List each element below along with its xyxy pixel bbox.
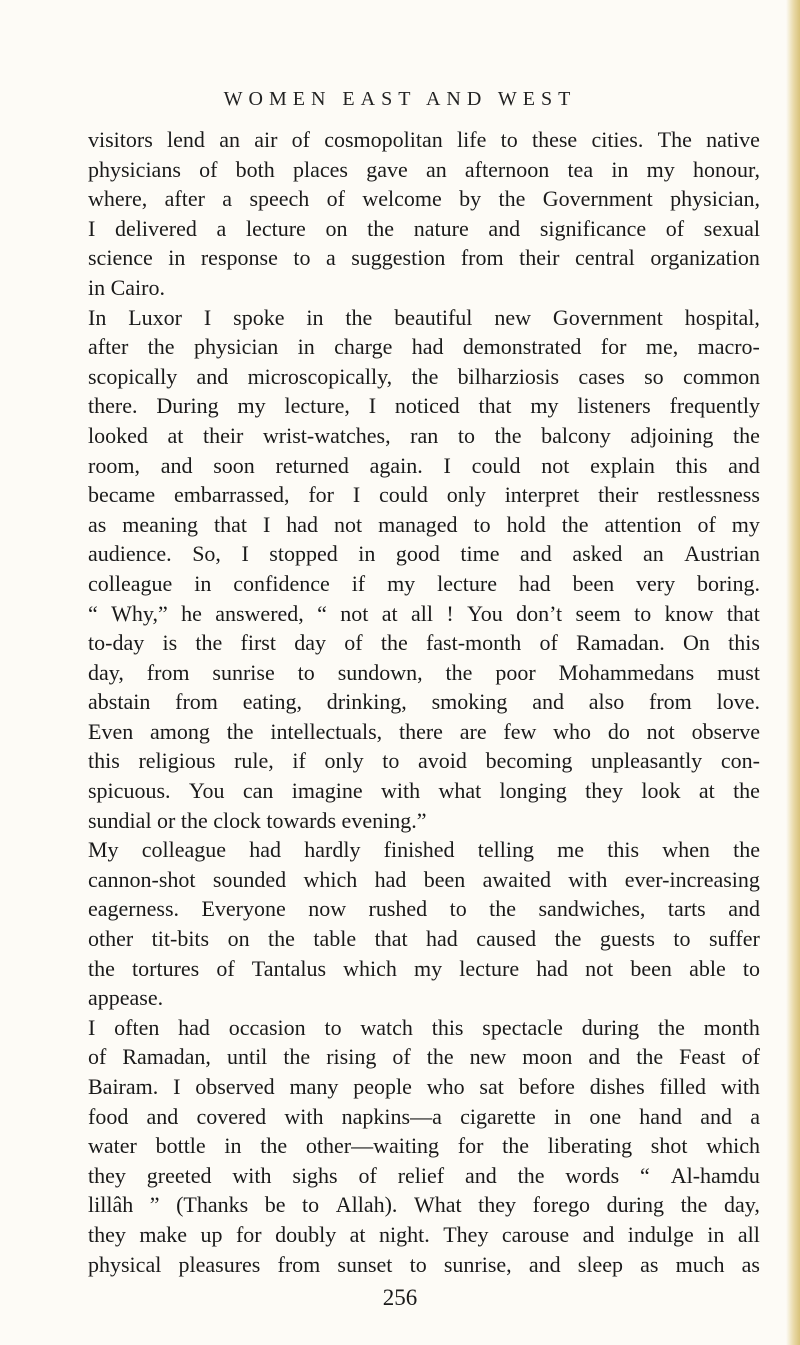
text-line: where, after a speech of welcome by the Government physician, <box>88 186 760 212</box>
text-line: cannon-shot sounded which had been awaited with ever-increasing <box>88 866 760 892</box>
text-line: visitors lend an air of cosmopolitan life to these cities. The native <box>88 127 760 152</box>
text-line: My colleague had hardly finished telling me this when the <box>88 837 760 863</box>
text-line: physical pleasures from sunset to sunrise, and sleep as much as <box>88 1251 760 1277</box>
text-line: other tit-bits on the table that had caused the guests to suffer <box>88 926 760 952</box>
text-line: room, and soon returned again. I could not explain this and <box>88 452 760 478</box>
text-line: lillâh ” (Thanks be to Allah). What they forego during the day, <box>88 1192 760 1218</box>
body-text <box>88 125 760 1279</box>
text-line: of Ramadan, until the rising of the new moon and the Feast of <box>88 1044 760 1070</box>
text-line: they greeted with sighs of relief and the words “ Al-hamdu <box>88 1162 760 1188</box>
text-line: Bairam. I observed many people who sat before dishes filled with <box>88 1074 760 1099</box>
running-head: WOMEN EAST AND WEST <box>223 88 577 110</box>
text-line: to-day is the first day of the fast-month of Ramadan. On this <box>88 630 760 656</box>
text-line: this religious rule, if only to avoid becoming unpleasantly con- <box>88 748 760 774</box>
text-line: looked at their wrist-watches, ran to the balcony adjoining the <box>88 422 760 448</box>
text-line: In Luxor I spoke in the beautiful new Government hospital, <box>88 304 760 330</box>
text-line: appease. <box>88 985 164 1011</box>
text-line: became embarrassed, for I could only interpret their restlessness <box>88 482 760 508</box>
text-line: “ Why,” he answered, “ not at all ! You don’t seem to know that <box>88 600 760 626</box>
text-line: water bottle in the other—waiting for the liberating shot which <box>88 1133 760 1159</box>
text-line: as meaning that I had not managed to hold the attention of my <box>88 511 760 537</box>
page-edge-shadow <box>786 0 800 1345</box>
text-line: day, from sunrise to sundown, the poor Mohammedans must <box>88 659 760 685</box>
text-line: scopically and microscopically, the bilharziosis cases so common <box>88 363 760 389</box>
text-line: Even among the intellectuals, there are few who do not observe <box>88 718 760 744</box>
text-line: science in response to a suggestion from their central organization <box>88 245 760 271</box>
text-line: audience. So, I stopped in good time and asked an Austrian <box>88 541 760 567</box>
text-line: they make up for doubly at night. They carouse and indulge in all <box>88 1221 760 1247</box>
text-line: after the physician in charge had demonstrated for me, macro- <box>88 334 760 360</box>
text-line: in Cairo. <box>88 274 165 300</box>
text-line: I delivered a lecture on the nature and significance of sexual <box>88 215 760 241</box>
text-line: food and covered with napkins—a cigarette in one hand and a <box>88 1103 760 1129</box>
text-line: there. During my lecture, I noticed that my listeners frequently <box>88 393 760 419</box>
text-line: spicuous. You can imagine with what longing they look at the <box>88 778 760 804</box>
text-line: sundial or the clock towards evening.” <box>88 807 427 833</box>
text-line: eagerness. Everyone now rushed to the sandwiches, tarts and <box>88 896 760 922</box>
text-line: abstain from eating, drinking, smoking and also from love. <box>88 689 760 715</box>
text-line: physicians of both places gave an afternoon tea in my honour, <box>88 156 760 182</box>
page-number: 256 <box>382 1285 418 1310</box>
text-line: the tortures of Tantalus which my lecture had not been able to <box>88 955 760 981</box>
text-line: I often had occasion to watch this spectacle during the month <box>88 1014 760 1040</box>
text-line: colleague in confidence if my lecture had been very boring. <box>88 570 760 596</box>
